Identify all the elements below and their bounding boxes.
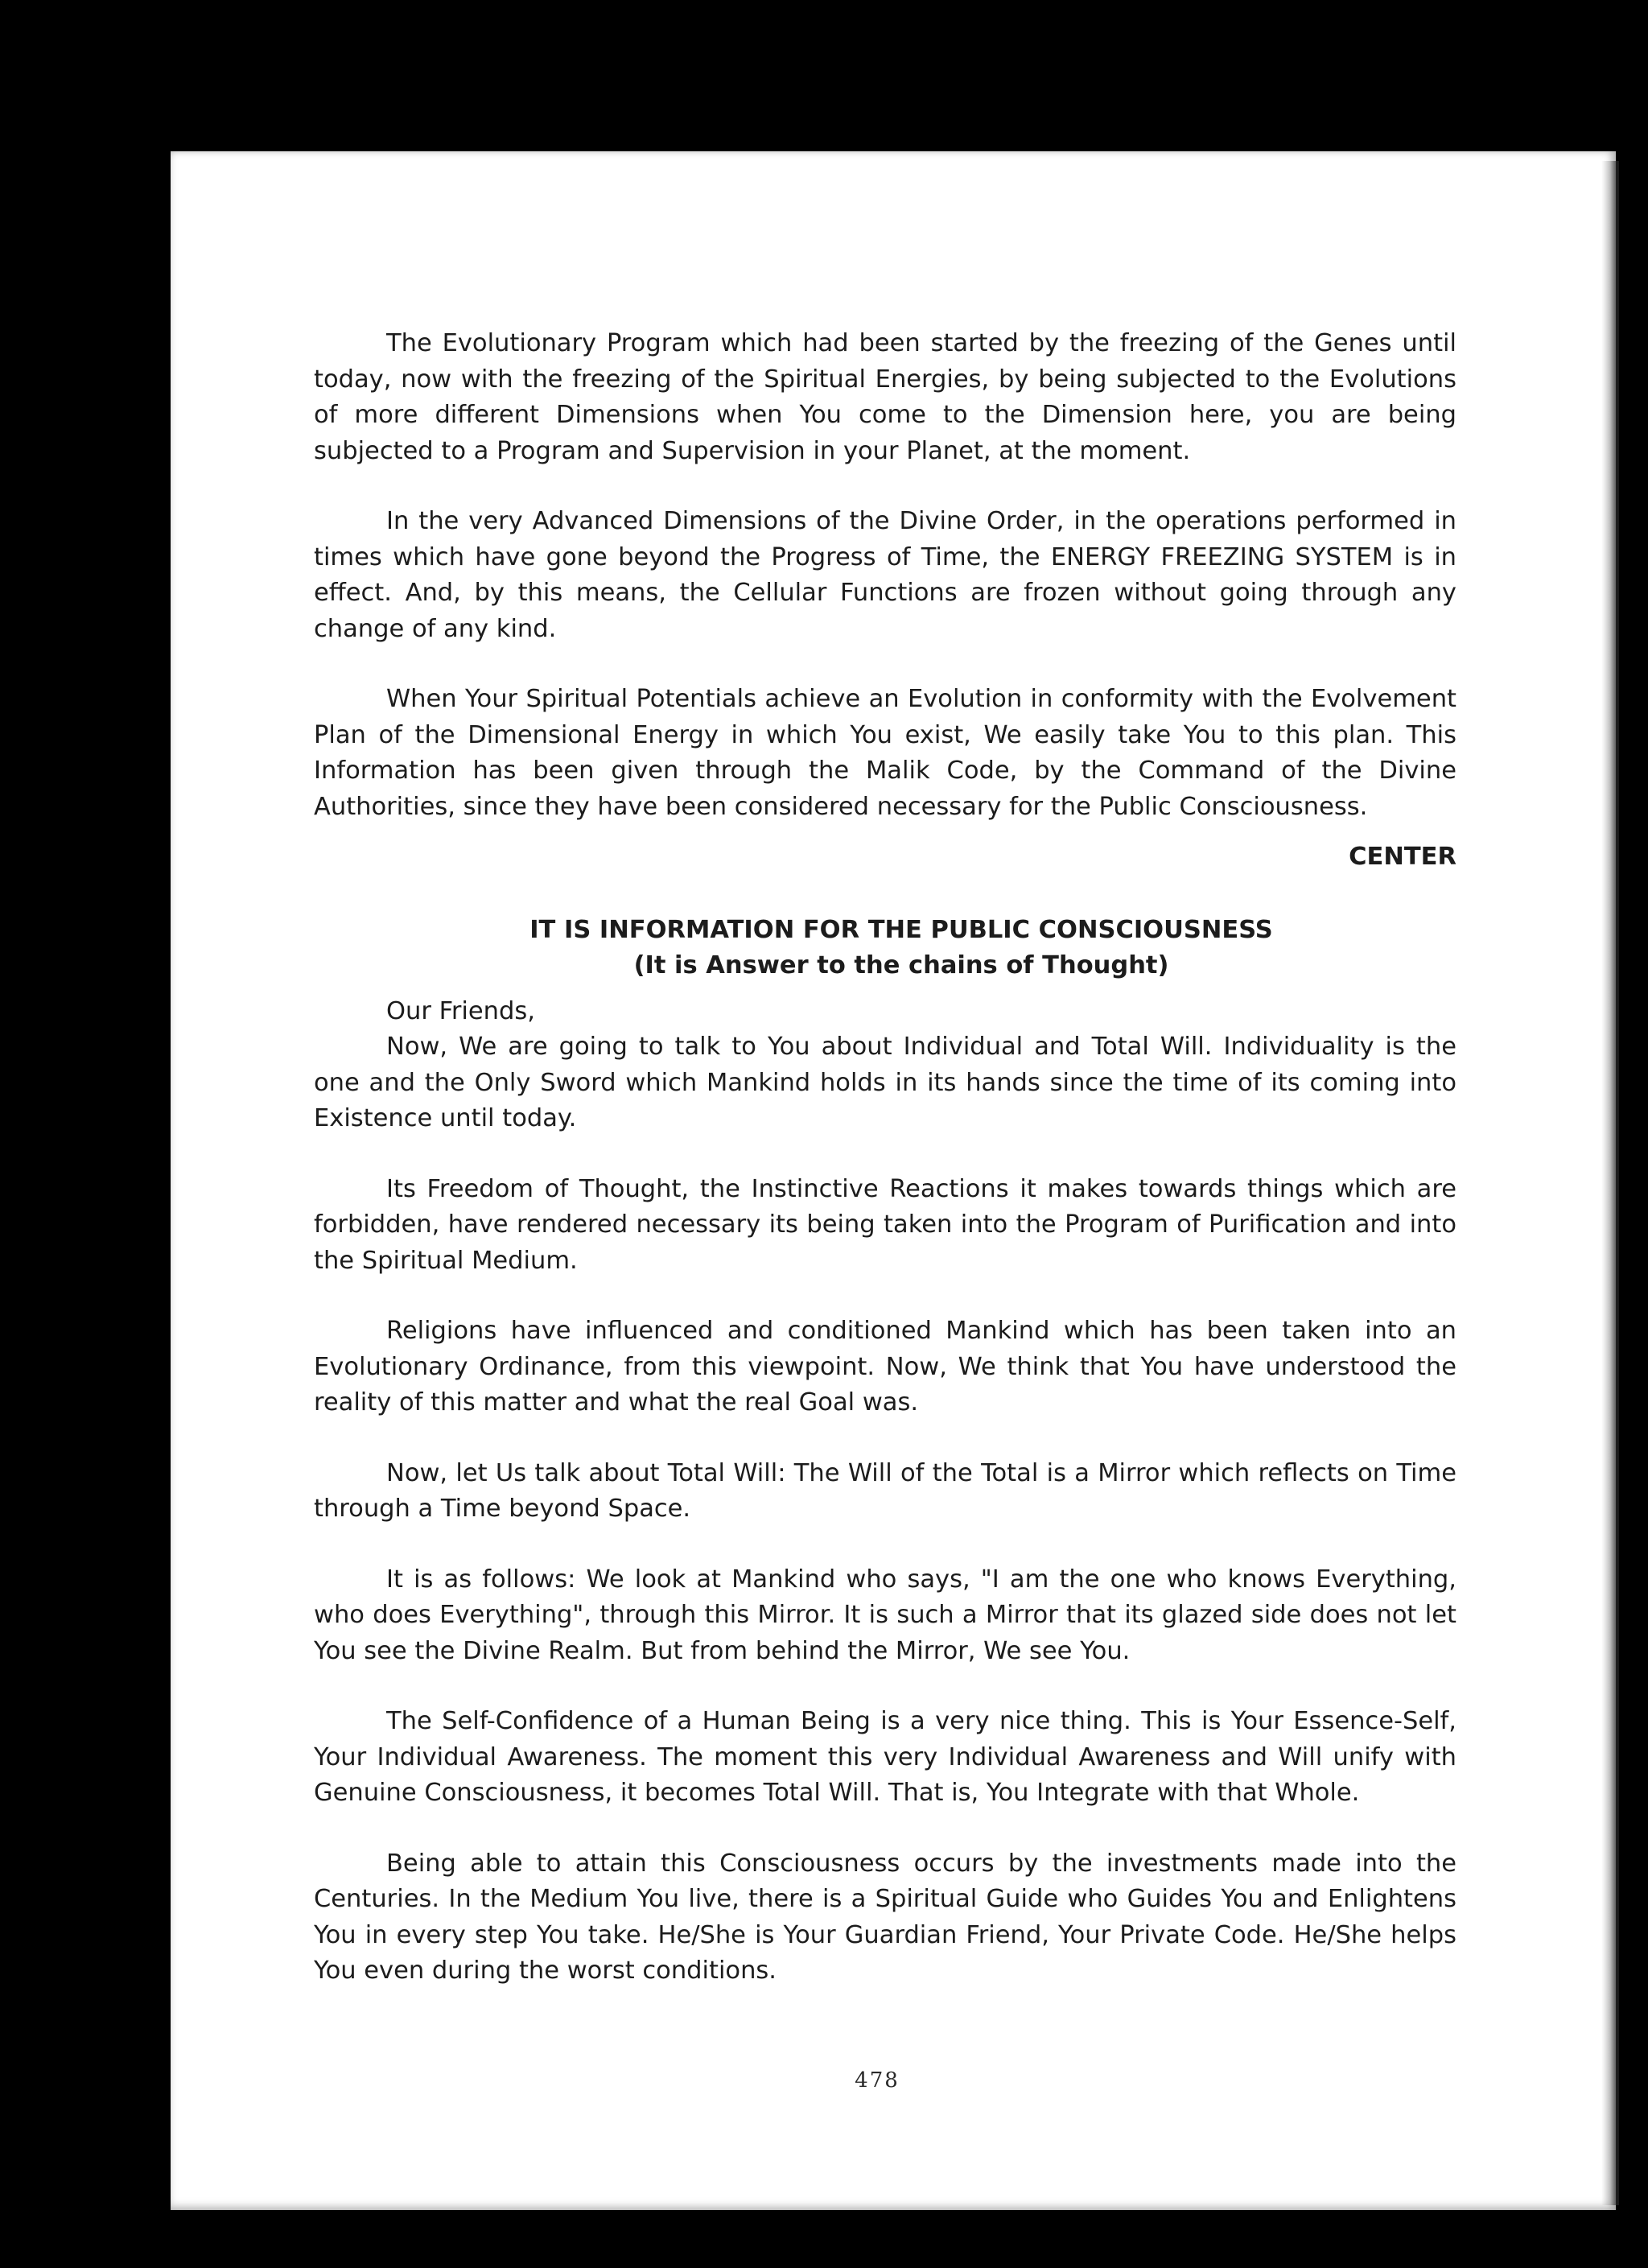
paragraph: The Self-Confidence of a Human Being is a very nice thing. This is Your Essence-Self, Your Individual Awareness. The moment this very Individual Awareness and Will unify with Genuine Consciousness, it becomes Total Will. That is, You Integrate with that Whole. (314, 1707, 1456, 1807)
paragraph: Its Freedom of Thought, the Instinctive Reactions it makes towards things which are forbidden, have rendered necessary its being taken into the Program of Purification and into the Spiritual Medium. (314, 1174, 1456, 1275)
paragraph: When Your Spiritual Potentials achieve an Evolution in conformity with the Evolvement Plan of the Dimensional Energy in which You exist, We easily take You to this plan. This Information has been given through the Malik Code, by the Command of the Divine Authorities, since they have been considered necessary for the Public Consciousness. (314, 685, 1456, 821)
paragraph: Now, let Us talk about Total Will: The Will of the Total is a Mirror which reflects on Time through a Time beyond Space. (314, 1458, 1456, 1523)
paragraph: It is as follows: We look at Mankind who says, "I am the one who knows Everything, who does Everything", through this Mirror. It is such a Mirror that its glazed side does not let You see the Divine Realm. But from behind the Mirror, We see You. (314, 1565, 1456, 1665)
page-text-block (314, 326, 1456, 1990)
paragraph: Being able to attain this Consciousness occurs by the investments made into the Centuries. In the Medium You live, there is a Spiritual Guide who Guides You and Enlightens You in every step You take. He/She is Your Guardian Friend, Your Private Code. He/She helps You even during the worst conditions. (314, 1849, 1456, 1985)
page-edge-shadow (1601, 161, 1619, 2205)
paragraph: In the very Advanced Dimensions of the Divine Order, in the operations performed in times which have gone beyond the Progress of Time, the ENERGY FREEZING SYSTEM is in effect. And, by this means, the Cellular Functions are frozen without going through any change of any kind. (314, 507, 1456, 643)
page-number: 478 (855, 2068, 900, 2093)
paragraph: Now, We are going to talk to You about Individual and Total Will. Individuality is the one and the Only Sword which Mankind holds in its hands since the time of its coming into Existence until today. (314, 1033, 1456, 1132)
section-heading: IT IS INFORMATION FOR THE PUBLIC CONSCIOUSNESS (529, 915, 1273, 944)
salutation: Our Friends, (386, 996, 535, 1025)
paragraph: The Evolutionary Program which had been started by the freezing of the Genes until today, now with the freezing of the Spiritual Energies, by being subjected to the Evolutions of more different Dimensions when You come to the Dimension here, you are being subjected to a Program and Supervision in your Planet, at the moment. (314, 329, 1456, 465)
section-subheading: (It is Answer to the chains of Thought) (633, 951, 1169, 979)
paragraph: Religions have influenced and conditioned Mankind which has been taken into an Evolutionary Ordinance, from this viewpoint. Now, We think that You have understood the reality of this matter and what the real Goal was. (314, 1317, 1456, 1416)
section-label: CENTER (1349, 843, 1456, 871)
